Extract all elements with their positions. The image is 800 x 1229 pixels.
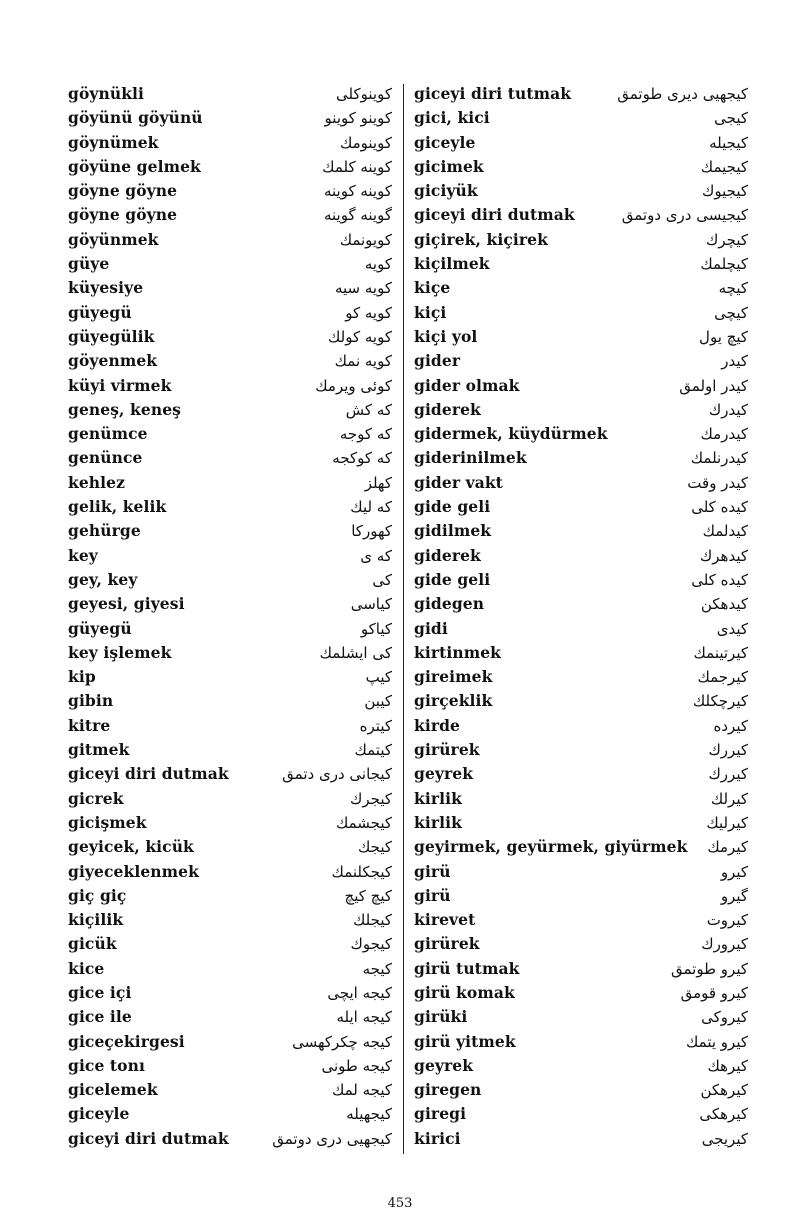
entry-latin-term: giçirek, kiçirek: [414, 229, 548, 249]
entry-latin-term: gibin: [68, 691, 114, 711]
dictionary-entry: [414, 1078, 748, 1102]
entry-arabic-script-term: کیرجمك: [697, 668, 748, 687]
entry-latin-term: gireimek: [414, 667, 493, 687]
entry-latin-term: giderek: [414, 399, 481, 419]
entry-arabic-script-term: کیرهکن: [700, 1081, 748, 1100]
dictionary-entry: [414, 398, 748, 422]
entry-latin-term: göyünü göyünü: [68, 108, 203, 128]
entry-arabic-script-term: کیجیوك: [702, 182, 748, 201]
entry-latin-term: geneş, keneş: [68, 399, 182, 419]
entry-latin-term: geyrek: [414, 1055, 474, 1075]
entry-arabic-script-term: کیجه چکرکهسی: [292, 1032, 392, 1051]
entry-arabic-script-term: که کش: [345, 400, 392, 419]
dictionary-entry: [414, 252, 748, 276]
entry-latin-term: göyne göyne: [68, 181, 178, 201]
dictionary-entry: [68, 228, 398, 252]
entry-latin-term: kirlik: [414, 788, 462, 808]
entry-latin-term: girüki: [414, 1007, 468, 1027]
dictionary-entry: [414, 301, 748, 325]
dictionary-entry: [414, 592, 748, 616]
page-number: 453: [387, 1196, 413, 1211]
entry-arabic-script-term: کویونمك: [339, 230, 392, 249]
right-column: [414, 82, 748, 1151]
entry-arabic-script-term: کیچلمك: [700, 255, 748, 274]
entry-arabic-script-term: کیرو طوتمق: [671, 959, 748, 978]
entry-latin-term: gider olmak: [414, 375, 520, 395]
entry-arabic-script-term: کهورکا: [351, 522, 392, 541]
left-column: [68, 82, 398, 1151]
entry-latin-term: güyegü: [68, 302, 132, 322]
dictionary-entry: [414, 82, 748, 106]
entry-latin-term: göyne göyne: [68, 205, 178, 225]
entry-latin-term: genümce: [68, 424, 148, 444]
entry-arabic-script-term: کیدی: [716, 619, 748, 638]
entry-latin-term: geyicek, kicük: [68, 837, 194, 857]
dictionary-entry: [68, 203, 398, 227]
entry-latin-term: giregen: [414, 1080, 482, 1100]
dictionary-entry: [414, 544, 748, 568]
entry-latin-term: kitre: [68, 715, 111, 735]
dictionary-entry: [414, 665, 748, 689]
entry-arabic-script-term: گوینه گوینه: [323, 206, 392, 225]
entry-latin-term: giceyi diri dutmak: [68, 1128, 229, 1148]
entry-latin-term: giderek: [414, 545, 481, 565]
entry-latin-term: güye: [68, 254, 110, 274]
entry-latin-term: giciyük: [414, 181, 478, 201]
dictionary-entry: [68, 641, 398, 665]
dictionary-entry: [414, 349, 748, 373]
entry-latin-term: geyrek: [414, 764, 474, 784]
entry-latin-term: güyegü: [68, 618, 132, 638]
dictionary-entry: [68, 957, 398, 981]
dictionary-entry: [414, 325, 748, 349]
dictionary-entry: [68, 422, 398, 446]
entry-arabic-script-term: کیجرك: [350, 789, 392, 808]
entry-arabic-script-term: کیدر وقت: [687, 473, 748, 492]
dictionary-entry: [68, 398, 398, 422]
dictionary-entry: [414, 228, 748, 252]
dictionary-entry: [68, 446, 398, 470]
dictionary-entry: [414, 957, 748, 981]
entry-latin-term: girü komak: [414, 982, 515, 1002]
entry-arabic-script-term: کیرلیك: [706, 813, 748, 832]
entry-arabic-script-term: کوینه کوینه: [323, 182, 392, 201]
entry-latin-term: küyi virmek: [68, 375, 172, 395]
entry-arabic-script-term: کیجیله: [709, 133, 748, 152]
entry-arabic-script-term: کیررك: [708, 741, 748, 760]
entry-arabic-script-term: کیجهیله: [346, 1105, 392, 1124]
dictionary-entry: [414, 446, 748, 470]
dictionary-entry: [68, 349, 398, 373]
dictionary-entry: [68, 835, 398, 859]
entry-arabic-script-term: کیررك: [708, 765, 748, 784]
dictionary-entry: [68, 932, 398, 956]
entry-arabic-script-term: کیرو: [720, 862, 748, 881]
entry-arabic-script-term: کیدهکن: [700, 595, 748, 614]
entry-arabic-script-term: کیرهك: [707, 1056, 748, 1075]
entry-latin-term: giç giç: [68, 885, 127, 905]
entry-arabic-script-term: که کوکجه: [332, 449, 392, 468]
entry-arabic-script-term: کیجه ایله: [336, 1008, 392, 1027]
entry-latin-term: gice içi: [68, 982, 132, 1002]
entry-latin-term: gidermek, küydürmek: [414, 424, 608, 444]
entry-arabic-script-term: کیچ یول: [699, 327, 748, 346]
entry-arabic-script-term: کیدرك: [708, 400, 748, 419]
entry-arabic-script-term: کی: [372, 570, 392, 589]
entry-arabic-script-term: کیبن: [364, 692, 392, 711]
entry-latin-term: giyeceklenmek: [68, 861, 199, 881]
dictionary-entry: [414, 860, 748, 884]
entry-arabic-script-term: کیده کلی: [691, 498, 748, 517]
entry-arabic-script-term: کیجکلنمك: [331, 862, 392, 881]
dictionary-entry: [68, 1078, 398, 1102]
dictionary-entry: [68, 1005, 398, 1029]
entry-latin-term: göynümek: [68, 132, 159, 152]
entry-latin-term: geyesi, giyesi: [68, 594, 185, 614]
entry-arabic-script-term: کویه نمك: [334, 352, 392, 371]
entry-arabic-script-term: کویه کو: [345, 303, 392, 322]
entry-latin-term: kip: [68, 667, 96, 687]
entry-latin-term: kiçilmek: [414, 254, 490, 274]
dictionary-entry: [414, 131, 748, 155]
entry-latin-term: giceyle: [414, 132, 476, 152]
entry-latin-term: gehürge: [68, 521, 141, 541]
entry-latin-term: gicük: [68, 934, 117, 954]
entry-latin-term: key işlemek: [68, 642, 172, 662]
entry-latin-term: gice tonı: [68, 1055, 145, 1075]
entry-arabic-script-term: کیرو قومق: [680, 983, 748, 1002]
entry-latin-term: göyüne gelmek: [68, 156, 201, 176]
entry-latin-term: göyenmek: [68, 351, 158, 371]
entry-arabic-script-term: کیجه ایچی: [327, 983, 392, 1002]
dictionary-entry: [414, 714, 748, 738]
entry-latin-term: kiçi: [414, 302, 447, 322]
dictionary-entry: [68, 519, 398, 543]
entry-latin-term: kirevet: [414, 910, 476, 930]
entry-arabic-script-term: کیرچکلك: [692, 692, 748, 711]
dictionary-entry: [68, 665, 398, 689]
entry-arabic-script-term: کیجك: [358, 838, 392, 857]
dictionary-entry: [68, 1127, 398, 1151]
dictionary-entry: [68, 276, 398, 300]
entry-latin-term: göyünmek: [68, 229, 159, 249]
entry-latin-term: kirici: [414, 1128, 461, 1148]
dictionary-entry: [68, 1054, 398, 1078]
dictionary-entry: [414, 762, 748, 786]
dictionary-entry: [414, 884, 748, 908]
entry-arabic-script-term: کیاکو: [360, 619, 392, 638]
entry-latin-term: giceyi diri dutmak: [68, 764, 229, 784]
dictionary-entry: [414, 787, 748, 811]
dictionary-entry: [414, 1102, 748, 1126]
dictionary-entry: [68, 908, 398, 932]
entry-arabic-script-term: کیدرنلمك: [690, 449, 748, 468]
entry-arabic-script-term: کیدهرك: [699, 546, 748, 565]
entry-latin-term: kirlik: [414, 812, 462, 832]
dictionary-entry: [414, 276, 748, 300]
dictionary-entry: [68, 252, 398, 276]
entry-arabic-script-term: کیتمك: [354, 741, 392, 760]
entry-arabic-script-term: کیروکی: [701, 1008, 748, 1027]
dictionary-entry: [414, 1005, 748, 1029]
entry-latin-term: giderinilmek: [414, 448, 527, 468]
entry-arabic-script-term: کیتره: [359, 716, 392, 735]
dictionary-entry: [414, 689, 748, 713]
entry-arabic-script-term: کیرمك: [707, 838, 748, 857]
dictionary-entry: [414, 203, 748, 227]
entry-arabic-script-term: کیرتینمك: [693, 643, 748, 662]
entry-latin-term: kice: [68, 958, 105, 978]
entry-latin-term: giceyi diri dutmak: [414, 205, 575, 225]
entry-arabic-script-term: که لیك: [350, 498, 392, 517]
dictionary-entry: [68, 762, 398, 786]
dictionary-entry: [414, 1054, 748, 1078]
entry-latin-term: gidegen: [414, 594, 485, 614]
entry-latin-term: gey, key: [68, 569, 138, 589]
entry-arabic-script-term: کیریجی: [701, 1129, 748, 1148]
entry-arabic-script-term: کیجهیی دیری طوتمق: [617, 85, 748, 103]
entry-latin-term: kirde: [414, 715, 460, 735]
dictionary-entry: [414, 422, 748, 446]
entry-arabic-script-term: کیدلمك: [702, 522, 748, 541]
dictionary-entry: [68, 106, 398, 130]
dictionary-entry: [68, 131, 398, 155]
dictionary-entry: [68, 860, 398, 884]
entry-latin-term: gide geli: [414, 569, 491, 589]
entry-arabic-script-term: کیاسی: [350, 595, 392, 614]
dictionary-entry: [68, 325, 398, 349]
entry-arabic-script-term: کیجیسی دری دوتمق: [621, 206, 748, 225]
entry-arabic-script-term: کیرده: [713, 716, 748, 735]
entry-arabic-script-term: کیروت: [706, 911, 748, 930]
dictionary-entry: [68, 714, 398, 738]
dictionary-entry: [68, 617, 398, 641]
entry-arabic-script-term: کیجه طونی: [321, 1056, 392, 1075]
dictionary-entry: [68, 82, 398, 106]
entry-arabic-script-term: کیجه لمك: [331, 1081, 392, 1100]
dictionary-entry: [414, 617, 748, 641]
dictionary-entry: [68, 495, 398, 519]
dictionary-entry: [68, 1102, 398, 1126]
entry-arabic-script-term: کوینه کلمك: [322, 157, 392, 176]
entry-latin-term: kiçe: [414, 278, 451, 298]
dictionary-entry: [68, 592, 398, 616]
entry-latin-term: göynükli: [68, 84, 145, 103]
dictionary-entry: [68, 544, 398, 568]
entry-arabic-script-term: کوینو کوینو: [324, 109, 392, 128]
entry-latin-term: gicimek: [414, 156, 484, 176]
dictionary-entry: [414, 471, 748, 495]
dictionary-entry: [68, 884, 398, 908]
entry-latin-term: giregi: [414, 1104, 467, 1124]
entry-arabic-script-term: کیجی: [714, 109, 748, 128]
dictionary-entry: [68, 374, 398, 398]
entry-latin-term: girürek: [414, 934, 480, 954]
entry-arabic-script-term: کوینوکلی: [336, 85, 392, 103]
entry-latin-term: girürek: [414, 740, 480, 760]
dictionary-entry: [68, 1030, 398, 1054]
dictionary-entry: [414, 179, 748, 203]
dictionary-entry: [414, 738, 748, 762]
entry-arabic-script-term: کیچه: [718, 279, 748, 298]
entry-latin-term: gidilmek: [414, 521, 492, 541]
entry-latin-term: giceçekirgesi: [68, 1031, 185, 1051]
entry-arabic-script-term: کیدرمك: [700, 425, 748, 444]
dictionary-entry: [414, 568, 748, 592]
entry-latin-term: gicrek: [68, 788, 124, 808]
entry-arabic-script-term: کیرهکی: [699, 1105, 748, 1124]
entry-latin-term: girü: [414, 885, 451, 905]
entry-arabic-script-term: که کوجه: [339, 425, 392, 444]
entry-arabic-script-term: کیپ: [365, 668, 392, 687]
entry-arabic-script-term: کیجه: [362, 959, 392, 978]
entry-latin-term: gicişmek: [68, 812, 147, 832]
entry-latin-term: gider vakt: [414, 472, 503, 492]
entry-arabic-script-term: کیچرك: [706, 230, 748, 249]
entry-latin-term: gidi: [414, 618, 448, 638]
entry-arabic-script-term: کویه سیه: [334, 279, 392, 298]
dictionary-entry: [414, 811, 748, 835]
dictionary-entry: [414, 835, 748, 859]
dictionary-entry: [414, 155, 748, 179]
column-divider: [403, 84, 404, 1154]
entry-arabic-script-term: کیجیمك: [700, 157, 748, 176]
entry-arabic-script-term: کوئی ویرمك: [315, 376, 392, 395]
dictionary-entry: [68, 787, 398, 811]
entry-latin-term: gicelemek: [68, 1080, 158, 1100]
entry-arabic-script-term: کیجانی دری دتمق: [282, 765, 392, 784]
entry-latin-term: genünce: [68, 448, 143, 468]
dictionary-entry: [68, 568, 398, 592]
entry-latin-term: girçeklik: [414, 691, 493, 711]
entry-arabic-script-term: کیجشمك: [335, 813, 392, 832]
entry-arabic-script-term: گیرو: [720, 886, 748, 905]
entry-latin-term: kiçi yol: [414, 326, 478, 346]
entry-latin-term: girü: [414, 861, 451, 881]
dictionary-entry: [68, 738, 398, 762]
dictionary-entry: [68, 981, 398, 1005]
entry-latin-term: geyirmek, geyürmek, giyürmek: [414, 837, 688, 857]
entry-latin-term: gelik, kelik: [68, 497, 167, 517]
entry-arabic-script-term: کی ایشلمك: [319, 643, 392, 662]
entry-arabic-script-term: کیچ کیچ: [344, 886, 392, 905]
entry-latin-term: giceyle: [68, 1104, 130, 1124]
dictionary-entry: [414, 981, 748, 1005]
entry-arabic-script-term: کیرورك: [701, 935, 748, 954]
dictionary-entry: [68, 179, 398, 203]
dictionary-entry: [68, 811, 398, 835]
entry-arabic-script-term: کویه کولك: [328, 327, 392, 346]
entry-arabic-script-term: کیجهیی دری دوتمق: [272, 1129, 392, 1148]
entry-arabic-script-term: کیرو یتمك: [686, 1032, 748, 1051]
entry-arabic-script-term: کیجلك: [353, 911, 392, 930]
dictionary-entry: [68, 689, 398, 713]
entry-latin-term: güyegülik: [68, 326, 155, 346]
entry-latin-term: girü yitmek: [414, 1031, 516, 1051]
entry-arabic-script-term: کیرلك: [710, 789, 748, 808]
entry-arabic-script-term: کیده کلی: [691, 570, 748, 589]
entry-latin-term: girü tutmak: [414, 958, 520, 978]
entry-latin-term: gitmek: [68, 740, 130, 760]
dictionary-entry: [414, 1127, 748, 1151]
entry-latin-term: gice ile: [68, 1007, 132, 1027]
dictionary-entry: [414, 908, 748, 932]
entry-arabic-script-term: کویه: [364, 255, 392, 274]
entry-arabic-script-term: کهلز: [364, 473, 392, 492]
dictionary-entry: [414, 106, 748, 130]
entry-arabic-script-term: کیدر اولمق: [679, 376, 748, 395]
entry-arabic-script-term: کیچی: [714, 303, 748, 322]
entry-latin-term: key: [68, 545, 98, 565]
entry-arabic-script-term: کوینومك: [339, 133, 392, 152]
entry-latin-term: gici, kici: [414, 108, 490, 128]
dictionary-entry: [414, 1030, 748, 1054]
entry-latin-term: gide geli: [414, 497, 491, 517]
entry-latin-term: gider: [414, 351, 461, 371]
dictionary-entry: [414, 641, 748, 665]
dictionary-entry: [414, 932, 748, 956]
entry-latin-term: kehlez: [68, 472, 126, 492]
entry-latin-term: giceyi diri tutmak: [414, 84, 572, 103]
entry-arabic-script-term: که ی: [360, 546, 392, 565]
dictionary-entry: [68, 301, 398, 325]
entry-latin-term: kiçilik: [68, 910, 124, 930]
entry-arabic-script-term: کیدر: [721, 352, 748, 371]
entry-arabic-script-term: کیجوك: [350, 935, 392, 954]
dictionary-entry: [68, 155, 398, 179]
dictionary-entry: [414, 374, 748, 398]
dictionary-entry: [68, 471, 398, 495]
entry-latin-term: küyesiye: [68, 278, 144, 298]
dictionary-entry: [414, 519, 748, 543]
entry-latin-term: kirtinmek: [414, 642, 502, 662]
dictionary-entry: [414, 495, 748, 519]
